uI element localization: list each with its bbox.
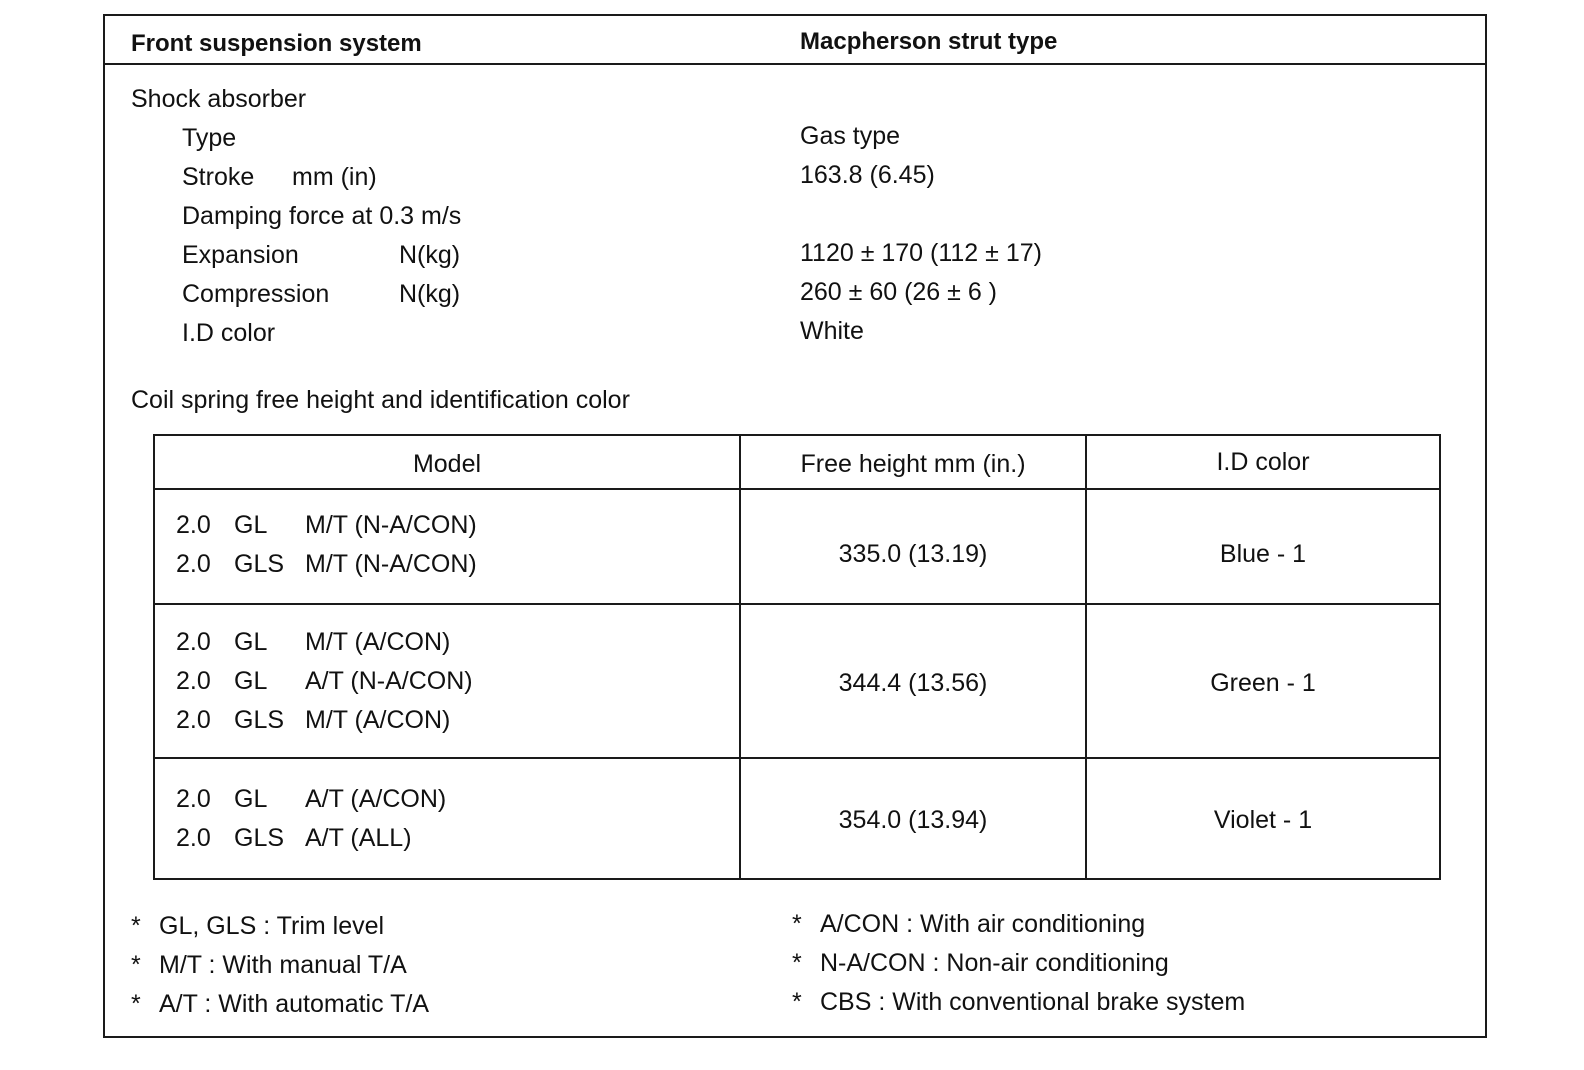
footnote-text: CBS : With conventional brake system: [820, 988, 1246, 1016]
footnote: [131, 950, 407, 980]
shock-id-color-value: White: [800, 317, 864, 345]
coil-spring-title: Coil spring free height and identification color: [131, 386, 630, 414]
shock-damping-label: Damping force at 0.3 m/s: [182, 202, 462, 230]
footnote-text: M/T : With manual T/A: [159, 951, 407, 979]
table-row-model: [176, 662, 473, 701]
table-row-model: [176, 545, 477, 584]
footnote-text: GL, GLS : Trim level: [159, 912, 385, 940]
model-spec: A/T (N-A/CON): [305, 667, 473, 695]
footnote: [131, 911, 384, 941]
column-header-free-height: Free height mm (in.): [800, 450, 1026, 478]
model-engine: 2.0: [176, 628, 211, 656]
shock-compression-value: 260 ± 60 (26 ± 6 ): [800, 278, 997, 306]
table-header-divider: [153, 488, 1441, 490]
footnote: [792, 948, 1169, 978]
model-spec: M/T (A/CON): [305, 628, 451, 656]
table-row-model: [176, 819, 412, 858]
footnote: [792, 987, 1245, 1017]
footnote: [792, 909, 1145, 939]
header-divider: [103, 63, 1487, 65]
model-spec: A/T (ALL): [305, 824, 412, 852]
table-row-model: [176, 780, 446, 819]
model-trim: GLS: [234, 706, 285, 734]
header-right-title: Macpherson strut type: [800, 28, 1058, 55]
model-trim: GL: [234, 785, 268, 813]
column-header-id-color: I.D color: [1216, 448, 1310, 476]
shock-expansion-label: Expansion: [182, 241, 299, 269]
model-engine: 2.0: [176, 706, 211, 734]
table-row-model: [176, 506, 477, 545]
footnote-marker: *: [131, 912, 141, 940]
header-left-title: Front suspension system: [131, 30, 422, 57]
model-trim: GLS: [234, 824, 285, 852]
free-height-value: 354.0 (13.94): [838, 806, 988, 834]
table-row-model: [176, 623, 450, 662]
shock-expansion-unit: N(kg): [399, 241, 461, 269]
model-trim: GLS: [234, 550, 285, 578]
model-engine: 2.0: [176, 550, 211, 578]
shock-type-label: Type: [182, 124, 237, 152]
shock-expansion-value: 1120 ± 170 (112 ± 17): [800, 239, 1042, 267]
model-trim: GL: [234, 511, 268, 539]
table-row-model: [176, 701, 450, 740]
model-spec: M/T (A/CON): [305, 706, 451, 734]
shock-compression-label: Compression: [182, 280, 330, 308]
table-row-divider: [153, 603, 1441, 605]
table-row-divider: [153, 757, 1441, 759]
shock-stroke-label: Stroke: [182, 163, 255, 191]
id-color-value: Blue - 1: [1219, 540, 1307, 568]
shock-id-color-label: I.D color: [182, 319, 276, 347]
model-spec: M/T (N-A/CON): [305, 550, 477, 578]
model-spec: M/T (N-A/CON): [305, 511, 477, 539]
footnote-text: N-A/CON : Non-air conditioning: [820, 949, 1169, 977]
footnote-marker: *: [131, 990, 141, 1018]
model-engine: 2.0: [176, 511, 211, 539]
shock-absorber-title: Shock absorber: [131, 85, 307, 113]
footnote-text: A/CON : With air conditioning: [820, 910, 1146, 938]
footnote: [131, 989, 429, 1019]
column-header-model: Model: [412, 450, 482, 478]
free-height-value: 335.0 (13.19): [838, 540, 988, 568]
footnote-marker: *: [792, 988, 802, 1016]
model-trim: GL: [234, 667, 268, 695]
shock-compression-unit: N(kg): [399, 280, 461, 308]
free-height-value: 344.4 (13.56): [838, 669, 988, 697]
id-color-value: Violet - 1: [1213, 806, 1313, 834]
footnote-marker: *: [792, 949, 802, 977]
footnote-marker: *: [131, 951, 141, 979]
id-color-value: Green - 1: [1210, 669, 1316, 697]
footnote-marker: *: [792, 910, 802, 938]
shock-type-value: Gas type: [800, 122, 901, 150]
model-engine: 2.0: [176, 785, 211, 813]
shock-stroke-unit: mm (in): [292, 163, 377, 191]
model-engine: 2.0: [176, 824, 211, 852]
footnote-text: A/T : With automatic T/A: [159, 990, 429, 1018]
model-trim: GL: [234, 628, 268, 656]
shock-stroke-value: 163.8 (6.45): [800, 161, 935, 189]
model-spec: A/T (A/CON): [305, 785, 447, 813]
model-engine: 2.0: [176, 667, 211, 695]
